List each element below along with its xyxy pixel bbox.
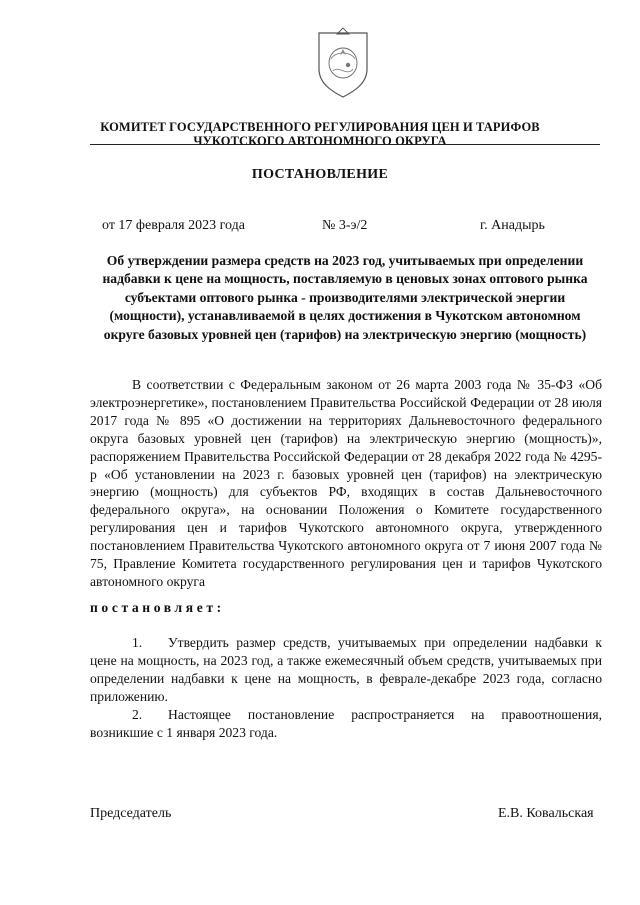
signatory-name: Е.В. Ковальская (498, 806, 594, 821)
resolution-item-2 (90, 706, 602, 742)
item-number: 2. (132, 706, 143, 722)
preamble-paragraph: В соответствии с Федеральным законом от 26 марта 2003 года № 35-ФЗ «Об электроэнергетике», постановлением Правительства Российской Федерации от 28 июля 2017 года № 895 «О достижении на территориях Дальневосточного федерального округа базовых уровней цен (тарифов) на электрическую энергию (мощность)», распоряжением Правительства Российской Федерации от 28 декабря 2022 года № 4295-р «Об установлении на 2023 г. базовых уровней цен (тарифов) на электрическую энергию (мощность) для субъектов РФ, входящих в состав Дальневосточного федерального округа», на основании Положения о Комитете государственного регулирования цен и тарифов Чукотского автономного округа, утвержденного постановлением Правительства Чукотского автономного округа от 7 июня 2007 года № 75, Правление Комитета государственного регулирования цен и тарифов Чукотского автономного округа (90, 377, 602, 589)
item-text: Настоящее постановление распространяется на правоотношения, возникшие с 1 января 2023 года. (90, 706, 602, 740)
org-name-line1: КОМИТЕТ ГОСУДАРСТВЕННОГО РЕГУЛИРОВАНИЯ ЦЕН И ТАРИФОВ (100, 120, 540, 134)
signatory-role: Председатель (90, 806, 172, 821)
document-number: № 3-э/2 (322, 218, 368, 233)
coat-of-arms-icon (313, 25, 373, 99)
resolution-item-1 (90, 634, 602, 706)
header-divider (90, 144, 600, 145)
preamble-block (90, 376, 602, 591)
document-date: от 17 февраля 2023 года (102, 218, 245, 233)
resolution-items (90, 634, 602, 741)
document-place: г. Анадырь (480, 218, 545, 233)
resolves-word: постановляет: (90, 600, 225, 615)
document-subject: Об утверждении размера средств на 2023 год, учитываемых при определении надбавки к цене на мощность, поставляемую в ценовых зонах оптового рынка субъектами оптового рынка - производителями электрической энергии (мощности), устанавливаемой в целях достижения в Чукотском автономном округе базовых уровней цен (тарифов) на электрическую энергию (мощность) (102, 253, 588, 342)
item-text: Утвердить размер средств, учитываемых при определении надбавки к цене на мощность, на 2023 год, а также ежемесячный объем средств, учитываемых при определении надбавки к цене на мощность, в феврале-декабре 2023 года, согласно приложению. (90, 635, 602, 704)
item-number: 1. (132, 635, 143, 650)
document-title: ПОСТАНОВЛЕНИЕ (251, 167, 389, 182)
org-name-line2: ЧУКОТСКОГО АВТОНОМНОГО ОКРУГА (193, 134, 447, 148)
